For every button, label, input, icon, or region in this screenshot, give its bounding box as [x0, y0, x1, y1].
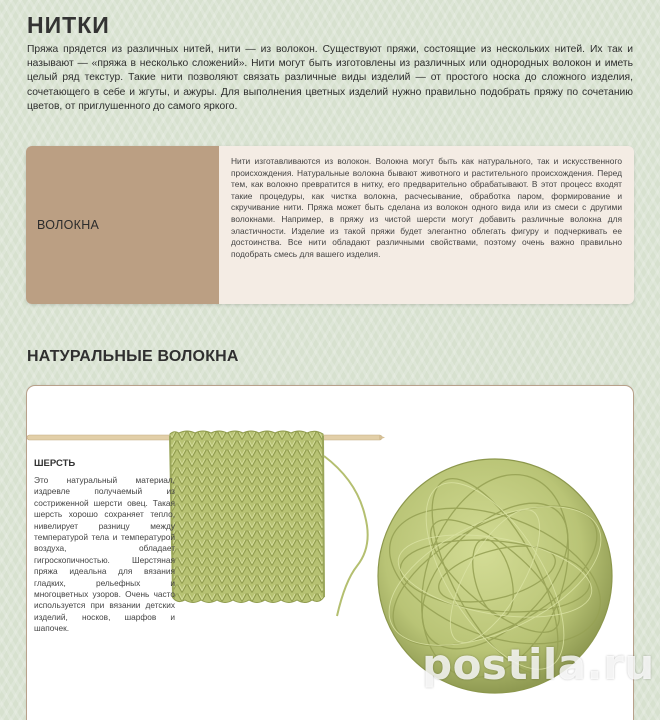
watermark-logo: postila.ru	[422, 640, 655, 689]
natural-fibers-heading: НАТУРАЛЬНЫЕ ВОЛОКНА	[27, 348, 239, 365]
wool-title: ШЕРСТЬ	[34, 458, 76, 469]
wool-description: Это натуральный материал, издревле получаемый из состриженной шерсти овец. Такая шерсть хорошо сохраняет тепло, нивелирует разницу между температурой тела и температурой воздуха, обладает гигроскопичностью. Шерстяная пряжа идеальна для вязания гладких, рельефных и многоцветных узоров. Очень часто используется при вязании детских изделий, носков, шарфов и шапочек.	[34, 475, 175, 634]
intro-paragraph: Пряжа прядется из различных нитей, нити — из волокон. Существуют пряжи, состоящие из нескольких нитей. Их так и называют — «пряжа в несколько сложений». Нити могут быть изготовлены из различных или однородных волокон и иметь целый ряд текстур. Такие нити позволяют связать различные виды изделий — от простого носка до сложного изделия, сочетающего в себе и жгуты, и ажуры. Для выполнения цветных изделий нужно правильно подобрать пряжу по сочетанию цветов, от приглушенного до самого яркого.	[27, 44, 633, 112]
knitted-swatch-icon	[170, 431, 368, 616]
fibers-label: ВОЛОКНА	[26, 146, 219, 304]
fibers-info-box	[26, 146, 634, 304]
fibers-text-panel	[219, 146, 634, 304]
page-title: НИТКИ	[27, 12, 110, 38]
fibers-text: Нити изготавливаются из волокон. Волокна могут быть как натурального, так и искусственного происхождения. Натуральные волокна бывают животного и растительного происхождения. Перед тем, как волокно превратится в нитку, его предварительно обрабатывают. В этот процесс входят такие процедуры, как чистка волокна, расчесывание, обработка паром, формирование и скручивание нити. Пряжа может быть сделана из волокон одного вида или из смеси с другими волокнами. Например, в пряжу из чистой шерсти могут добавить различные волокна для эластичности. Изделие из такой пряжи будет элегантно облегать фигуру и подчеркивать ее достоинства. Все нити обладают различными свойствами, поэтому очень важно правильно подобрать смесь для вашего изделия.	[231, 156, 622, 259]
